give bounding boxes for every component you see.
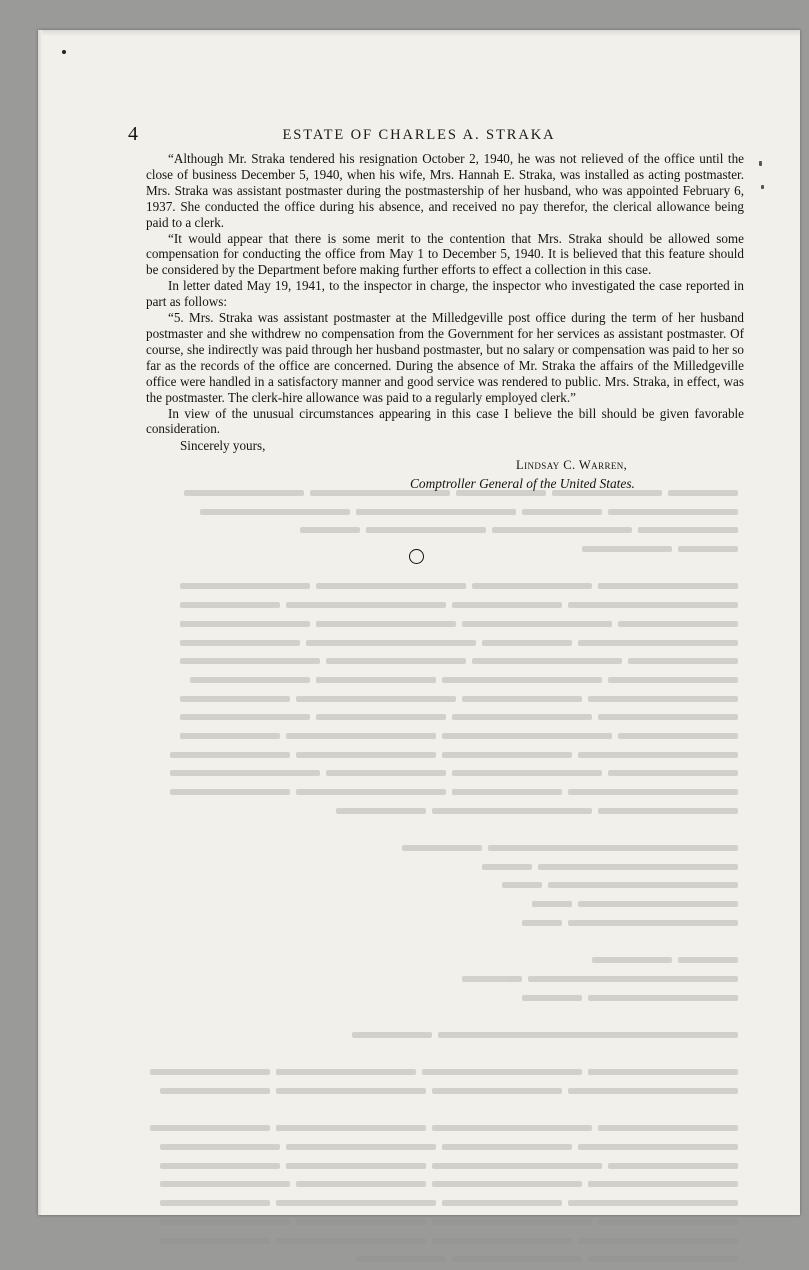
signature-title: Comptroller General of the United States. <box>410 476 635 492</box>
margin-mark <box>759 161 762 166</box>
margin-mark <box>761 185 764 189</box>
paragraph: In view of the unusual circumstances appearing in this case I believe the bill should be given favorable consideration. <box>146 405 744 437</box>
paragraph: “Although Mr. Straka tendered his resignation October 2, 1940, he was not relieved of the office until the close of business December 5, 1940, when his wife, Mrs. Hannah E. Straka, was installed as acting postmaster. Mrs. Straka was assistant postmaster during the postmastership of her husband, who was appointed February 6, 1937. She conducted the office during his absence, and received no pay therefor, the clerical allowance being paid to a clerk. <box>146 151 744 230</box>
paragraph: In letter dated May 19, 1941, to the inspector in charge, the inspector who investigated the case reported in part as follows: <box>146 278 744 310</box>
page-left-edge <box>38 30 42 1215</box>
signature-name: Lindsay C. Warren, <box>516 458 628 473</box>
page-number: 4 <box>128 123 138 145</box>
letter-body <box>146 151 744 492</box>
bleed-through-text <box>138 485 738 1270</box>
paragraph: “It would appear that there is some merit to the contention that Mrs. Straka should be allowed some compensation for conducting the office from May 1 to December 5, 1940. It is believed that this feature should be considered by the Department before making further efforts to effect a collection in this case. <box>146 230 744 278</box>
paragraph: “5. Mrs. Straka was assistant postmaster at the Milledgeville post office during the term of her husband postmaster and she withdrew no compensation from the Government for her services as assistant postmaster. Of course, she indirectly was paid through her husband postmaster, but no salary or compensation was paid to her so far as the records of the office are concerned. During the absence of Mr. Straka the affairs of the Milledgeville office were handled in a satisfactory manner and good service was rendered to public. Mrs. Straka, in effect, was the postmaster. The clerk-hire allowance was paid to a regularly employed clerk.” <box>146 310 744 405</box>
punch-dot <box>62 50 66 54</box>
page-header <box>38 122 800 146</box>
closing: Sincerely yours, <box>180 438 266 454</box>
running-head: ESTATE OF CHARLES A. STRAKA <box>282 127 556 143</box>
document-page <box>38 30 800 1215</box>
circle-mark-icon <box>409 549 424 564</box>
page-top-edge <box>38 30 800 36</box>
